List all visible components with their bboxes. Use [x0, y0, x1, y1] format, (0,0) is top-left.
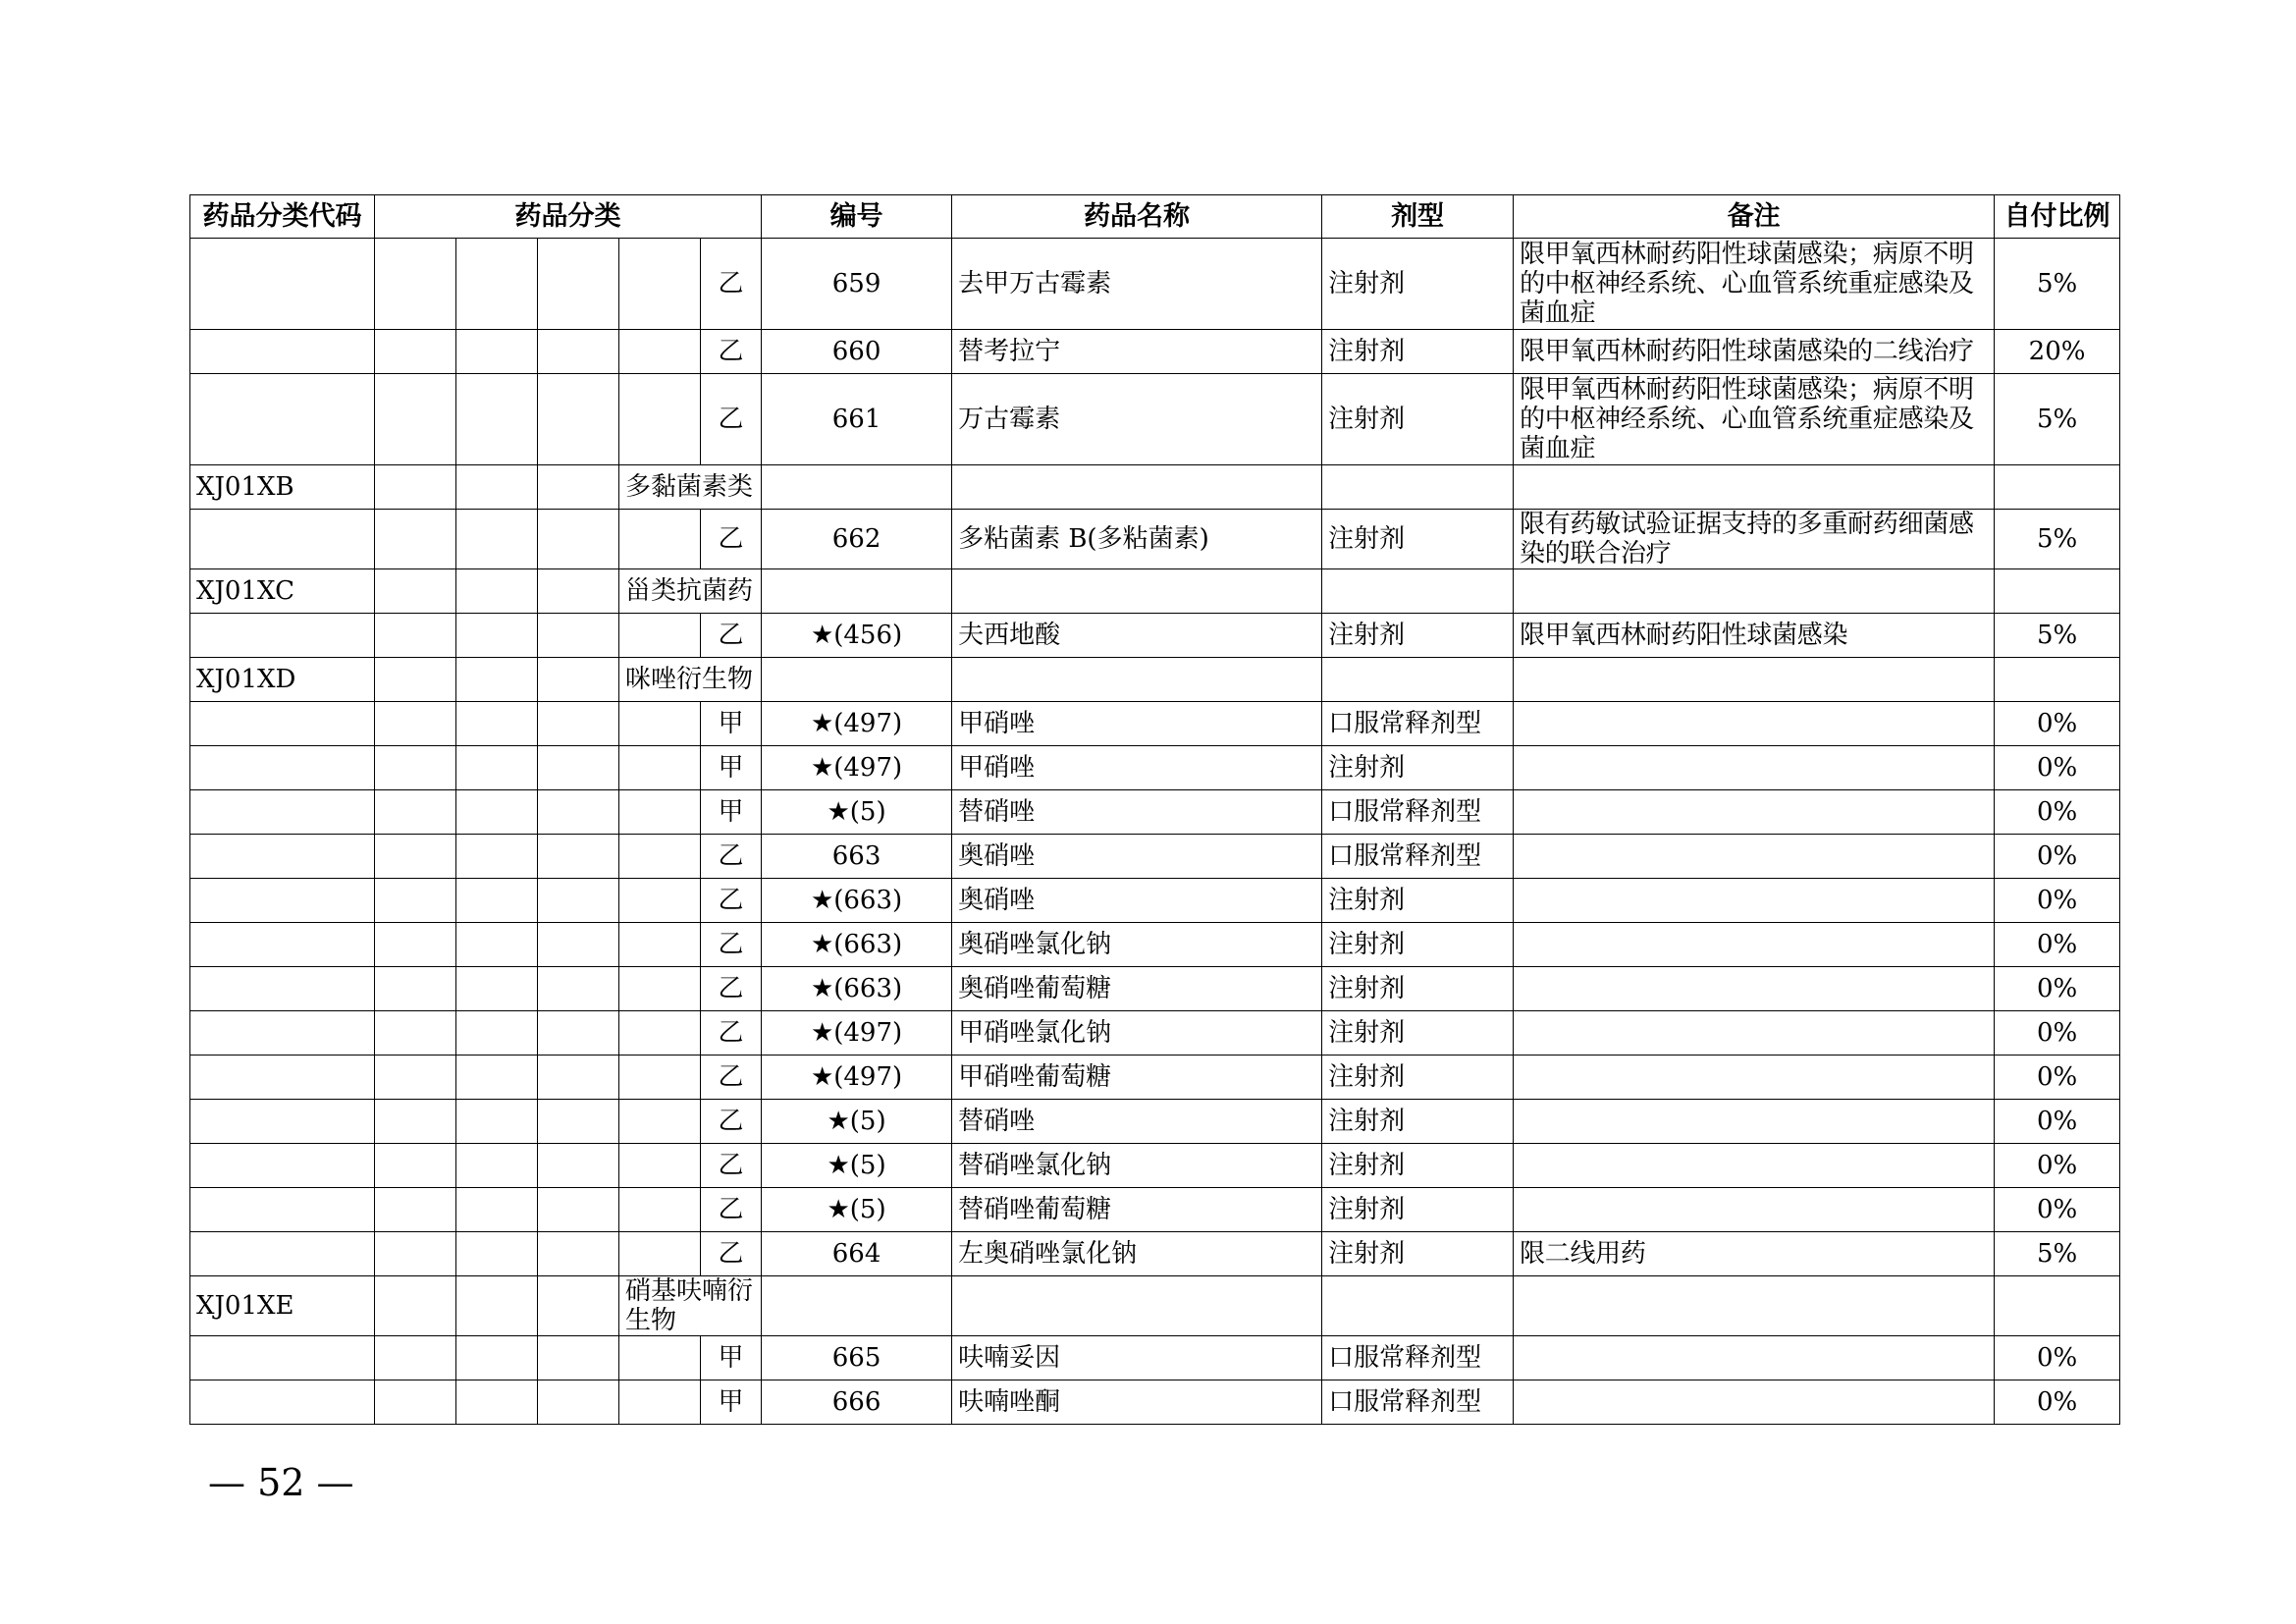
number-cell: ★(497) — [762, 702, 952, 746]
dosage-form: 注射剂 — [1322, 330, 1514, 374]
category-spacer — [538, 239, 619, 330]
category-spacer — [538, 790, 619, 835]
drug-name: 甲硝唑 — [952, 702, 1322, 746]
remark-cell — [1514, 1011, 1995, 1056]
category-spacer — [375, 374, 456, 465]
number-cell: ★(663) — [762, 879, 952, 923]
number-cell: ★(5) — [762, 1100, 952, 1144]
ratio-cell: 0% — [1995, 1056, 2120, 1100]
header-ratio: 自付比例 — [1995, 195, 2120, 239]
code-cell — [190, 1011, 375, 1056]
drug-name: 万古霉素 — [952, 374, 1322, 465]
number-cell: 664 — [762, 1232, 952, 1276]
category-spacer — [538, 1380, 619, 1425]
ratio-cell: 5% — [1995, 239, 2120, 330]
remark-cell — [1514, 923, 1995, 967]
grade-cell: 乙 — [701, 923, 762, 967]
number-cell — [762, 569, 952, 614]
number-cell — [762, 465, 952, 510]
category-spacer — [456, 510, 538, 569]
grade-cell: 甲 — [701, 790, 762, 835]
name-cell — [952, 465, 1322, 510]
category-spacer — [375, 1336, 456, 1380]
table-row — [190, 1336, 2120, 1380]
table-row — [190, 239, 2120, 330]
code-cell — [190, 374, 375, 465]
header-form: 剂型 — [1322, 195, 1514, 239]
table-row — [190, 835, 2120, 879]
table-row — [190, 510, 2120, 569]
ratio-cell — [1995, 658, 2120, 702]
table-row — [190, 1056, 2120, 1100]
remark-cell: 限甲氧西林耐药阳性球菌感染；病原不明的中枢神经系统、心血管系统重症感染及菌血症 — [1514, 374, 1995, 465]
code-cell — [190, 1056, 375, 1100]
category-spacer — [619, 1144, 701, 1188]
drug-name: 替硝唑氯化钠 — [952, 1144, 1322, 1188]
table-row — [190, 1380, 2120, 1425]
category-row — [190, 465, 2120, 510]
remark-cell — [1514, 835, 1995, 879]
category-spacer — [456, 465, 538, 510]
category-name: 多黏菌素类 — [619, 465, 762, 510]
dosage-form: 口服常释剂型 — [1322, 790, 1514, 835]
ratio-cell — [1995, 1276, 2120, 1336]
form-cell — [1322, 658, 1514, 702]
category-spacer — [619, 746, 701, 790]
code-cell — [190, 1144, 375, 1188]
category-spacer — [375, 746, 456, 790]
category-spacer — [538, 330, 619, 374]
category-spacer — [538, 1056, 619, 1100]
category-spacer — [375, 967, 456, 1011]
category-spacer — [456, 614, 538, 658]
table-row — [190, 879, 2120, 923]
category-spacer — [456, 1100, 538, 1144]
dosage-form: 口服常释剂型 — [1322, 835, 1514, 879]
dosage-form: 注射剂 — [1322, 1011, 1514, 1056]
category-spacer — [456, 1056, 538, 1100]
drug-name: 呋喃唑酮 — [952, 1380, 1322, 1425]
table-body — [190, 239, 2120, 1425]
category-spacer — [375, 239, 456, 330]
code-cell — [190, 746, 375, 790]
code-cell — [190, 330, 375, 374]
remark-cell — [1514, 1276, 1995, 1336]
drug-name: 呋喃妥因 — [952, 1336, 1322, 1380]
page-number: — 52 — — [208, 1461, 354, 1504]
grade-cell: 甲 — [701, 1380, 762, 1425]
category-spacer — [375, 1232, 456, 1276]
number-cell: ★(5) — [762, 1188, 952, 1232]
table-row — [190, 1100, 2120, 1144]
category-spacer — [456, 1276, 538, 1336]
ratio-cell — [1995, 569, 2120, 614]
drug-name: 奥硝唑氯化钠 — [952, 923, 1322, 967]
category-code: XJ01XB — [190, 465, 375, 510]
drug-name: 左奥硝唑氯化钠 — [952, 1232, 1322, 1276]
category-spacer — [456, 1011, 538, 1056]
remark-cell — [1514, 702, 1995, 746]
category-spacer — [375, 790, 456, 835]
number-cell: ★(497) — [762, 746, 952, 790]
category-row — [190, 658, 2120, 702]
header-remark: 备注 — [1514, 195, 1995, 239]
dosage-form: 注射剂 — [1322, 374, 1514, 465]
number-cell: ★(663) — [762, 967, 952, 1011]
category-spacer — [456, 835, 538, 879]
category-spacer — [375, 835, 456, 879]
table-row — [190, 1188, 2120, 1232]
grade-cell: 乙 — [701, 1011, 762, 1056]
dosage-form: 注射剂 — [1322, 239, 1514, 330]
ratio-cell: 0% — [1995, 1336, 2120, 1380]
category-spacer — [456, 967, 538, 1011]
name-cell — [952, 569, 1322, 614]
category-spacer — [456, 239, 538, 330]
category-spacer — [375, 330, 456, 374]
category-spacer — [619, 1011, 701, 1056]
ratio-cell: 0% — [1995, 746, 2120, 790]
category-spacer — [456, 658, 538, 702]
category-spacer — [375, 510, 456, 569]
code-cell — [190, 790, 375, 835]
number-cell: ★(663) — [762, 923, 952, 967]
category-spacer — [619, 374, 701, 465]
header-number: 编号 — [762, 195, 952, 239]
drug-name: 甲硝唑氯化钠 — [952, 1011, 1322, 1056]
category-spacer — [538, 510, 619, 569]
drug-name: 替考拉宁 — [952, 330, 1322, 374]
code-cell — [190, 1336, 375, 1380]
category-spacer — [375, 614, 456, 658]
category-spacer — [619, 923, 701, 967]
category-code: XJ01XE — [190, 1276, 375, 1336]
category-spacer — [619, 790, 701, 835]
number-cell: ★(5) — [762, 1144, 952, 1188]
table-row — [190, 702, 2120, 746]
ratio-cell: 20% — [1995, 330, 2120, 374]
drug-catalog-table — [189, 194, 2120, 1425]
category-spacer — [456, 330, 538, 374]
table-row — [190, 790, 2120, 835]
category-spacer — [375, 1100, 456, 1144]
grade-cell: 乙 — [701, 614, 762, 658]
grade-cell: 乙 — [701, 1056, 762, 1100]
code-cell — [190, 1232, 375, 1276]
category-spacer — [375, 658, 456, 702]
category-spacer — [619, 1380, 701, 1425]
grade-cell: 乙 — [701, 1100, 762, 1144]
header-row — [190, 195, 2120, 239]
drug-name: 甲硝唑葡萄糖 — [952, 1056, 1322, 1100]
table-row — [190, 746, 2120, 790]
remark-cell — [1514, 879, 1995, 923]
remark-cell — [1514, 1100, 1995, 1144]
category-spacer — [375, 1380, 456, 1425]
category-spacer — [456, 879, 538, 923]
remark-cell: 限甲氧西林耐药阳性球菌感染的二线治疗 — [1514, 330, 1995, 374]
number-cell: 659 — [762, 239, 952, 330]
category-spacer — [538, 1336, 619, 1380]
number-cell: 661 — [762, 374, 952, 465]
dosage-form: 注射剂 — [1322, 1232, 1514, 1276]
dosage-form: 注射剂 — [1322, 1100, 1514, 1144]
drug-name: 替硝唑 — [952, 790, 1322, 835]
category-spacer — [456, 1336, 538, 1380]
category-spacer — [456, 569, 538, 614]
code-cell — [190, 239, 375, 330]
dosage-form: 注射剂 — [1322, 967, 1514, 1011]
remark-cell — [1514, 790, 1995, 835]
category-spacer — [538, 1100, 619, 1144]
drug-name: 替硝唑 — [952, 1100, 1322, 1144]
remark-cell: 限有药敏试验证据支持的多重耐药细菌感染的联合治疗 — [1514, 510, 1995, 569]
code-cell — [190, 1188, 375, 1232]
category-spacer — [375, 879, 456, 923]
category-spacer — [375, 1011, 456, 1056]
ratio-cell: 0% — [1995, 1100, 2120, 1144]
category-row — [190, 1276, 2120, 1336]
remark-cell — [1514, 967, 1995, 1011]
category-spacer — [375, 569, 456, 614]
drug-name: 甲硝唑 — [952, 746, 1322, 790]
category-spacer — [375, 465, 456, 510]
number-cell: ★(5) — [762, 790, 952, 835]
category-spacer — [538, 1011, 619, 1056]
ratio-cell: 5% — [1995, 510, 2120, 569]
category-spacer — [538, 614, 619, 658]
category-spacer — [456, 923, 538, 967]
category-spacer — [456, 746, 538, 790]
name-cell — [952, 658, 1322, 702]
category-spacer — [538, 835, 619, 879]
category-spacer — [619, 967, 701, 1011]
category-spacer — [619, 510, 701, 569]
remark-cell: 限甲氧西林耐药阳性球菌感染；病原不明的中枢神经系统、心血管系统重症感染及菌血症 — [1514, 239, 1995, 330]
drug-name: 去甲万古霉素 — [952, 239, 1322, 330]
category-code: XJ01XC — [190, 569, 375, 614]
remark-cell — [1514, 658, 1995, 702]
remark-cell — [1514, 569, 1995, 614]
category-spacer — [456, 1144, 538, 1188]
category-spacer — [375, 1144, 456, 1188]
grade-cell: 乙 — [701, 1144, 762, 1188]
category-name: 甾类抗菌药 — [619, 569, 762, 614]
number-cell — [762, 658, 952, 702]
number-cell: 666 — [762, 1380, 952, 1425]
number-cell — [762, 1276, 952, 1336]
category-spacer — [619, 879, 701, 923]
category-spacer — [538, 1188, 619, 1232]
ratio-cell: 0% — [1995, 702, 2120, 746]
drug-name: 奥硝唑 — [952, 835, 1322, 879]
dosage-form: 注射剂 — [1322, 746, 1514, 790]
category-spacer — [375, 1056, 456, 1100]
drug-name: 奥硝唑葡萄糖 — [952, 967, 1322, 1011]
dosage-form: 注射剂 — [1322, 1144, 1514, 1188]
ratio-cell: 0% — [1995, 790, 2120, 835]
category-spacer — [538, 1276, 619, 1336]
table-row — [190, 1144, 2120, 1188]
grade-cell: 乙 — [701, 374, 762, 465]
number-cell: 662 — [762, 510, 952, 569]
drug-name: 多粘菌素 B(多粘菌素) — [952, 510, 1322, 569]
grade-cell: 乙 — [701, 835, 762, 879]
category-spacer — [538, 569, 619, 614]
dosage-form: 注射剂 — [1322, 1056, 1514, 1100]
remark-cell — [1514, 1380, 1995, 1425]
category-spacer — [456, 1232, 538, 1276]
drug-name: 替硝唑葡萄糖 — [952, 1188, 1322, 1232]
ratio-cell: 5% — [1995, 374, 2120, 465]
form-cell — [1322, 1276, 1514, 1336]
remark-cell — [1514, 1056, 1995, 1100]
category-spacer — [456, 1380, 538, 1425]
category-spacer — [619, 239, 701, 330]
category-code: XJ01XD — [190, 658, 375, 702]
category-spacer — [538, 879, 619, 923]
code-cell — [190, 702, 375, 746]
ratio-cell: 0% — [1995, 835, 2120, 879]
number-cell: 663 — [762, 835, 952, 879]
grade-cell: 乙 — [701, 1188, 762, 1232]
grade-cell: 甲 — [701, 702, 762, 746]
code-cell — [190, 1380, 375, 1425]
category-spacer — [538, 658, 619, 702]
category-spacer — [619, 614, 701, 658]
ratio-cell — [1995, 465, 2120, 510]
category-spacer — [538, 374, 619, 465]
number-cell: ★(497) — [762, 1011, 952, 1056]
remark-cell — [1514, 1336, 1995, 1380]
grade-cell: 乙 — [701, 330, 762, 374]
grade-cell: 乙 — [701, 510, 762, 569]
category-spacer — [619, 330, 701, 374]
remark-cell — [1514, 1188, 1995, 1232]
ratio-cell: 0% — [1995, 1144, 2120, 1188]
category-spacer — [538, 746, 619, 790]
ratio-cell: 5% — [1995, 1232, 2120, 1276]
dosage-form: 口服常释剂型 — [1322, 1336, 1514, 1380]
dosage-form: 注射剂 — [1322, 1188, 1514, 1232]
dosage-form: 口服常释剂型 — [1322, 702, 1514, 746]
category-spacer — [538, 967, 619, 1011]
code-cell — [190, 835, 375, 879]
category-spacer — [619, 1100, 701, 1144]
grade-cell: 乙 — [701, 967, 762, 1011]
ratio-cell: 0% — [1995, 1188, 2120, 1232]
ratio-cell: 0% — [1995, 879, 2120, 923]
table-row — [190, 614, 2120, 658]
form-cell — [1322, 465, 1514, 510]
category-name: 硝基呋喃衍生物 — [619, 1276, 762, 1336]
remark-cell — [1514, 1144, 1995, 1188]
header-code: 药品分类代码 — [190, 195, 375, 239]
table-row — [190, 1232, 2120, 1276]
category-spacer — [538, 923, 619, 967]
remark-cell: 限甲氧西林耐药阳性球菌感染 — [1514, 614, 1995, 658]
code-cell — [190, 879, 375, 923]
code-cell — [190, 923, 375, 967]
remark-cell: 限二线用药 — [1514, 1232, 1995, 1276]
drug-name: 奥硝唑 — [952, 879, 1322, 923]
category-spacer — [619, 1232, 701, 1276]
number-cell: 665 — [762, 1336, 952, 1380]
category-spacer — [619, 1188, 701, 1232]
category-spacer — [538, 465, 619, 510]
code-cell — [190, 1100, 375, 1144]
code-cell — [190, 614, 375, 658]
code-cell — [190, 510, 375, 569]
code-cell — [190, 967, 375, 1011]
category-spacer — [456, 1188, 538, 1232]
table-row — [190, 967, 2120, 1011]
grade-cell: 乙 — [701, 239, 762, 330]
category-spacer — [538, 1232, 619, 1276]
dosage-form: 注射剂 — [1322, 510, 1514, 569]
category-row — [190, 569, 2120, 614]
table-row — [190, 1011, 2120, 1056]
category-spacer — [375, 923, 456, 967]
category-spacer — [375, 1188, 456, 1232]
category-spacer — [538, 702, 619, 746]
category-spacer — [456, 374, 538, 465]
ratio-cell: 5% — [1995, 614, 2120, 658]
ratio-cell: 0% — [1995, 1011, 2120, 1056]
grade-cell: 甲 — [701, 1336, 762, 1380]
category-spacer — [619, 1336, 701, 1380]
dosage-form: 口服常释剂型 — [1322, 1380, 1514, 1425]
category-spacer — [456, 790, 538, 835]
category-spacer — [538, 1144, 619, 1188]
grade-cell: 甲 — [701, 746, 762, 790]
remark-cell — [1514, 465, 1995, 510]
number-cell: 660 — [762, 330, 952, 374]
category-name: 咪唑衍生物 — [619, 658, 762, 702]
table-row — [190, 923, 2120, 967]
drug-name: 夫西地酸 — [952, 614, 1322, 658]
ratio-cell: 0% — [1995, 1380, 2120, 1425]
header-category: 药品分类 — [375, 195, 762, 239]
form-cell — [1322, 569, 1514, 614]
number-cell: ★(456) — [762, 614, 952, 658]
category-spacer — [619, 702, 701, 746]
header-name: 药品名称 — [952, 195, 1322, 239]
number-cell: ★(497) — [762, 1056, 952, 1100]
grade-cell: 乙 — [701, 1232, 762, 1276]
grade-cell: 乙 — [701, 879, 762, 923]
category-spacer — [619, 835, 701, 879]
ratio-cell: 0% — [1995, 967, 2120, 1011]
dosage-form: 注射剂 — [1322, 614, 1514, 658]
category-spacer — [456, 702, 538, 746]
ratio-cell: 0% — [1995, 923, 2120, 967]
table-row — [190, 330, 2120, 374]
category-spacer — [375, 1276, 456, 1336]
table-row — [190, 374, 2120, 465]
name-cell — [952, 1276, 1322, 1336]
dosage-form: 注射剂 — [1322, 879, 1514, 923]
dosage-form: 注射剂 — [1322, 923, 1514, 967]
remark-cell — [1514, 746, 1995, 790]
category-spacer — [375, 702, 456, 746]
category-spacer — [619, 1056, 701, 1100]
